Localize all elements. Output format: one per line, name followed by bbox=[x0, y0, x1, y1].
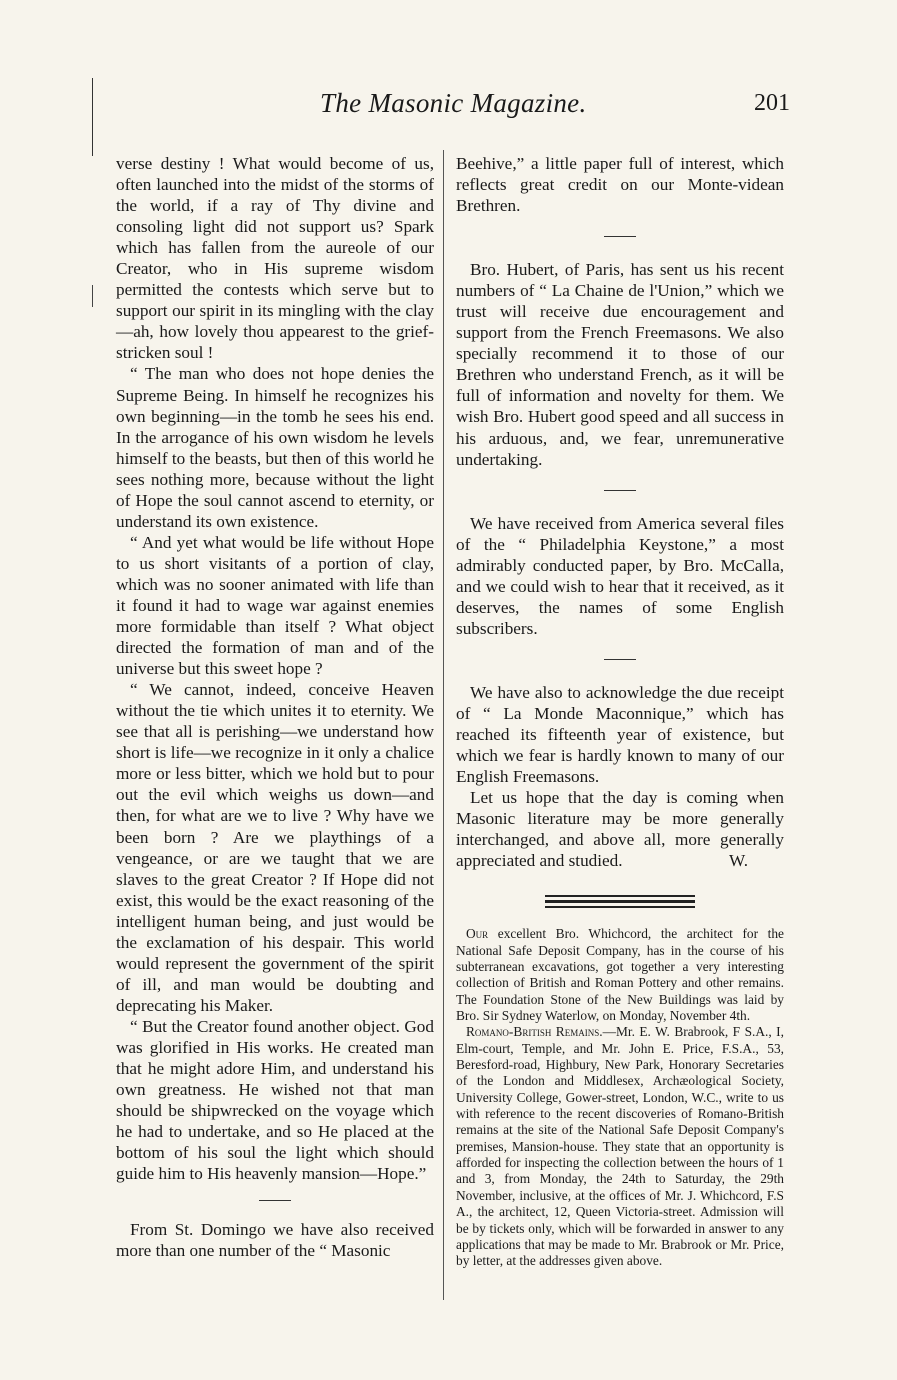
page-number: 201 bbox=[754, 90, 790, 116]
signature: W. bbox=[729, 851, 748, 871]
paragraph: Beehive,” a little paper full of interest, which reflects great credit on our Monte-videan Brethren. bbox=[456, 154, 784, 216]
margin-mark bbox=[92, 285, 93, 307]
notice-text: excellent Bro. Whichcord, the architect for the National Safe Deposit Company, has in the course of his subterranean excavations, got together a very interesting collection of British and Roman Pottery and other remains. The Foundation Stone of the New Buildings was laid by Bro. Sir Sydney Waterlow, on Monday, November 4th. bbox=[456, 926, 784, 1024]
paragraph: “ But the Creator found another object. God was glorified in His works. He created man that he might adore Him, and understand his own greatness. He wished not that man should be shipwrecked on the voyage which he had to undertake, and so He placed at the bottom of his soul the light which should guide him to His heavenly mansion—Hope.” bbox=[116, 1016, 434, 1184]
section-separator bbox=[604, 659, 636, 660]
notices bbox=[456, 926, 784, 1269]
notice-text: —Mr. E. W. Brabrook, F S.A., I, Elm-court, Temple, and Mr. John E. Price, F.S.A., 53, Beresford-road, Highbury, New Park, Honorary Secretaries of the London and Middlesex, Archæological Society, University College, Gower-street, London, W.C., write to us with reference to the recent discoveries of Romano-British remains at the site of the National Safe Deposit Company's premises, Mansion-house. They state that an opportunity is afforded for inspecting the collection between the hours of 1 and 3, from Monday, the 24th to Saturday, the 29th November, inclusive, at the offices of Mr. J. Whichcord, F.S A., the architect, 12, Queen Victoria-street. Admission will be by tickets only, which will be forwarded in answer to any applications that may be made to Mr. Brabrook or Mr. Price, by letter, at the addresses given above. bbox=[456, 1024, 784, 1269]
section-separator bbox=[604, 236, 636, 237]
notice-paragraph bbox=[456, 926, 784, 1024]
paragraph: We have received from America several files of the “ Philadelphia Keystone,” a most admirably conducted paper, by Bro. McCalla, and we could wish to hear that it received, as it deserves, the names of some English subscribers. bbox=[456, 513, 784, 638]
paragraph-text: Let us hope that the day is coming when Masonic literature may be more generally interchanged, and above all, more generally appreciated and studied. bbox=[456, 788, 784, 871]
page-header bbox=[100, 88, 790, 128]
notice-paragraph bbox=[456, 1024, 784, 1269]
paragraph: verse destiny ! What would become of us, often launched into the midst of the storms of the world, if a ray of Thy divine and consoling light did not support us? Spark which has fallen from the aureole of our Creator, who in His supreme wisdom permitted the contests which serve but to support our spirit in its mingling with the clay—ah, how lovely thou appearest to the grief-stricken soul ! bbox=[116, 154, 434, 363]
running-title: The Masonic Magazine. bbox=[320, 88, 587, 118]
paragraph: “ We cannot, indeed, conceive Heaven without the tie which unites it to eternity. We see that all is perishing—we understand how short is life—we recognize in it only a chalice more or less bitter, which we hold but to pour out the evil which weighs us down—and then, for what are we to live ? Why have we been born ? Are we playthings of a vengeance, or are we taught that we are slaves to the great Creator ? If Hope did not exist, this would be the exact reasoning of the intelligent human being, and just would be the exclamation of his despair. This world would represent the government of the spirit of ill, and man would be doubting and deprecating his Maker. bbox=[116, 680, 434, 1015]
lead-in: Romano-British Remains. bbox=[466, 1024, 603, 1040]
paragraph: From St. Domingo we have also received more than one number of the “ Masonic bbox=[116, 1220, 434, 1261]
paragraph: We have also to acknowledge the due receipt of “ La Monde Maconnique,” which has reached its fifteenth year of existence, but which we fear is hardly known to many of our English Freemasons. bbox=[456, 682, 784, 787]
section-separator bbox=[259, 1200, 291, 1201]
lead-in: Our bbox=[466, 926, 489, 942]
margin-rule bbox=[92, 78, 93, 156]
paragraph: Bro. Hubert, of Paris, has sent us his recent numbers of “ La Chaine de l'Union,” which we trust will receive due encouragement and support from the French Freemasons. We also specially recommend it to those of our Brethren who understand French, as it will be full of information and novelty for them. We wish Bro. Hubert good speed and all success in his arduous, and, we fear, unremunerative undertaking. bbox=[456, 260, 784, 469]
left-column bbox=[116, 153, 434, 1261]
section-separator bbox=[604, 490, 636, 491]
paragraph: “ The man who does not hope denies the Supreme Being. In himself he recognizes his own beginning—in the tomb he sees his end. In the arrogance of his own wisdom he levels himself to the beasts, but then of this world he sees nothing more, because without the light of Hope the soul cannot ascend to eternity, or understand its own existence. bbox=[116, 364, 434, 531]
right-column bbox=[456, 153, 784, 1270]
article-end-rule bbox=[545, 895, 695, 908]
paragraph bbox=[456, 787, 784, 871]
paragraph: “ And yet what would be life without Hope to us short visitants of a portion of clay, which was no sooner animated with life than it found it had to wage war against enemies more formidable than itself ? What object directed the formation of man and of the universe but this sweet hope ? bbox=[116, 532, 434, 679]
column-divider bbox=[443, 150, 444, 1300]
